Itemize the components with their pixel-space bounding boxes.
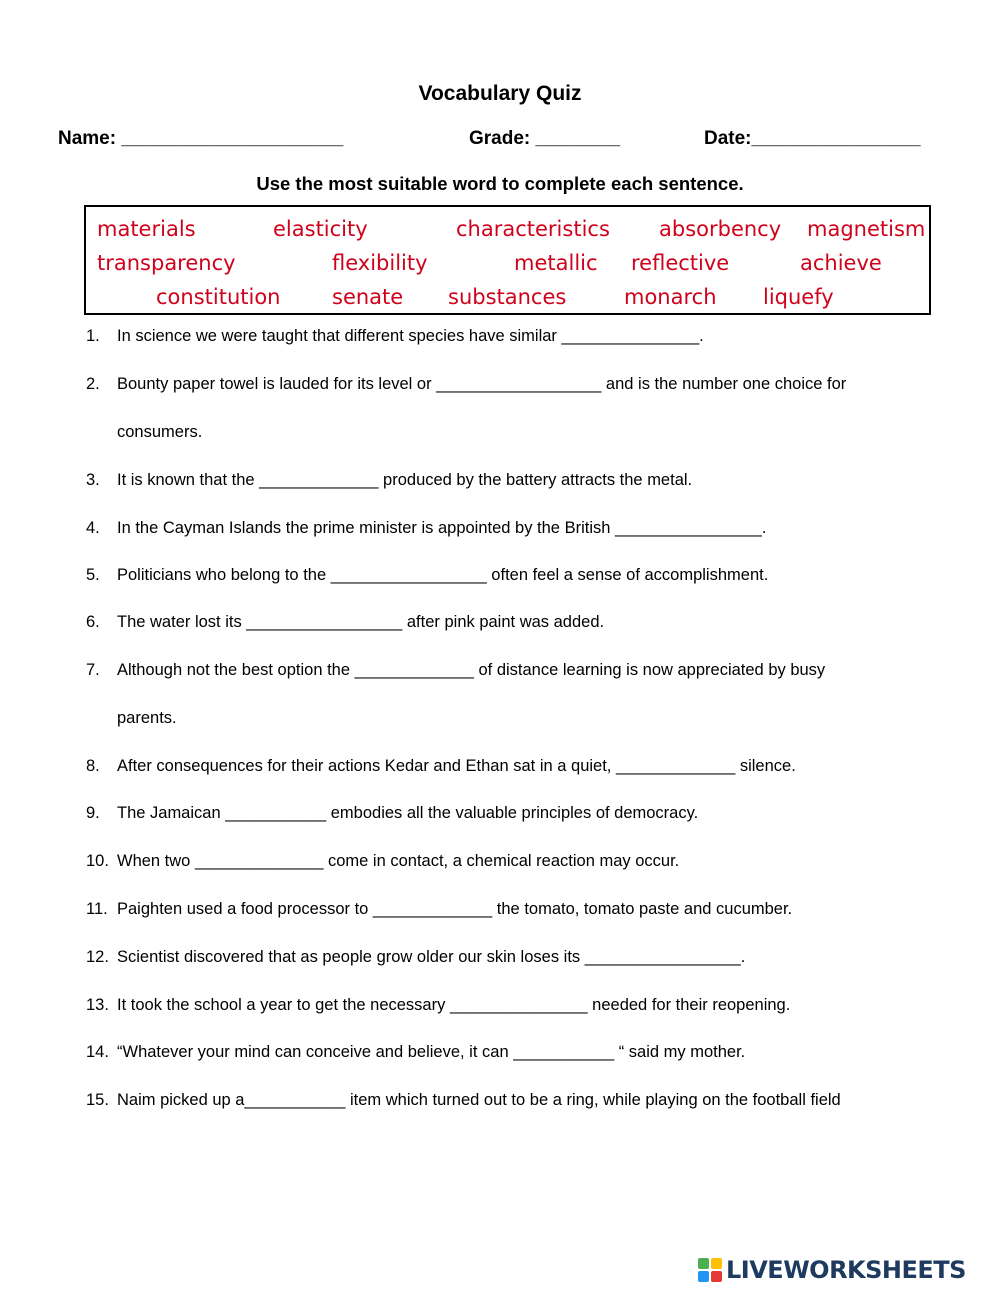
instructions: Use the most suitable word to complete each sentence. bbox=[256, 173, 744, 194]
question-15: 15. Naim picked up a___________ item which turned out to be a ring, while playing on the football field bbox=[86, 1091, 841, 1109]
question-text[interactable]: The water lost its _________________ after pink paint was added. bbox=[117, 613, 605, 631]
question-text[interactable]: Naim picked up a___________ item which turned out to be a ring, while playing on the football field bbox=[117, 1091, 841, 1109]
liveworksheets-logo-icon bbox=[698, 1258, 722, 1282]
word-bank-item: flexibility bbox=[332, 251, 428, 275]
word-bank-item: elasticity bbox=[273, 217, 368, 241]
question-text[interactable]: Paighten used a food processor to _____________ the tomato, tomato paste and cucumber. bbox=[117, 900, 793, 918]
word-bank-item: magnetism bbox=[807, 217, 926, 241]
question-text[interactable]: Politicians who belong to the _________________ often feel a sense of accomplishment. bbox=[117, 566, 769, 584]
question-2-continued: consumers. bbox=[117, 423, 203, 441]
question-13: 13. It took the school a year to get the necessary _______________ needed for their reopening. bbox=[86, 996, 791, 1014]
question-text[interactable]: In the Cayman Islands the prime minister is appointed by the British ________________. bbox=[117, 519, 767, 537]
question-7-continued: parents. bbox=[117, 709, 177, 727]
question-8: 8. After consequences for their actions Kedar and Ethan sat in a quiet, _____________ silence. bbox=[86, 757, 796, 775]
word-bank-item: transparency bbox=[97, 251, 236, 275]
date-field[interactable]: Date:________________ bbox=[704, 128, 921, 149]
question-text[interactable]: Bounty paper towel is lauded for its level or __________________ and is the number one choice for bbox=[117, 375, 847, 393]
question-5: 5. Politicians who belong to the _________________ often feel a sense of accomplishment. bbox=[86, 566, 769, 584]
word-bank-item: substances bbox=[448, 285, 567, 309]
question-4: 4. In the Cayman Islands the prime minister is appointed by the British ________________. bbox=[86, 519, 767, 537]
question-12: 12. Scientist discovered that as people grow older our skin loses its _________________. bbox=[86, 948, 746, 966]
question-6: 6. The water lost its _________________ after pink paint was added. bbox=[86, 613, 605, 631]
question-9: 9. The Jamaican ___________ embodies all the valuable principles of democracy. bbox=[86, 804, 699, 822]
question-text[interactable]: “Whatever your mind can conceive and believe, it can ___________ “ said my mother. bbox=[117, 1043, 746, 1061]
question-2: 2. Bounty paper towel is lauded for its level or __________________ and is the number one choice for bbox=[86, 375, 847, 393]
liveworksheets-brand bbox=[698, 1255, 966, 1285]
question-10: 10. When two ______________ come in contact, a chemical reaction may occur. bbox=[86, 852, 680, 870]
question-11: 11. Paighten used a food processor to _____________ the tomato, tomato paste and cucumber. bbox=[86, 900, 793, 918]
word-bank-item: senate bbox=[332, 285, 404, 309]
question-text[interactable]: The Jamaican ___________ embodies all the valuable principles of democracy. bbox=[117, 804, 699, 822]
question-text[interactable]: In science we were taught that different species have similar _______________. bbox=[117, 327, 704, 345]
word-bank-item: characteristics bbox=[456, 217, 610, 241]
word-bank-item: achieve bbox=[800, 251, 882, 275]
page-title: Vocabulary Quiz bbox=[418, 82, 582, 105]
question-text[interactable]: It is known that the _____________ produced by the battery attracts the metal. bbox=[117, 471, 693, 489]
question-text[interactable]: Although not the best option the _____________ of distance learning is now appreciated by busy bbox=[117, 661, 826, 679]
question-1: 1. In science we were taught that different species have similar _______________. bbox=[86, 327, 704, 345]
word-bank-item: constitution bbox=[156, 285, 281, 309]
word-bank-item: metallic bbox=[514, 251, 598, 275]
word-bank-item: reflective bbox=[631, 251, 730, 275]
word-bank bbox=[84, 205, 931, 315]
question-7: 7. Although not the best option the _____________ of distance learning is now appreciated by busy bbox=[86, 661, 826, 679]
question-14: 14. “Whatever your mind can conceive and believe, it can ___________ “ said my mother. bbox=[86, 1043, 746, 1061]
grade-field[interactable]: Grade: ________ bbox=[469, 128, 621, 149]
question-text[interactable]: Scientist discovered that as people grow older our skin loses its _________________. bbox=[117, 948, 746, 966]
word-bank-item: monarch bbox=[624, 285, 717, 309]
name-field[interactable]: Name: _____________________ bbox=[58, 128, 344, 149]
question-3: 3. It is known that the _____________ produced by the battery attracts the metal. bbox=[86, 471, 693, 489]
question-text[interactable]: When two ______________ come in contact, a chemical reaction may occur. bbox=[117, 852, 680, 870]
word-bank-item: materials bbox=[97, 217, 196, 241]
question-text[interactable]: After consequences for their actions Kedar and Ethan sat in a quiet, _____________ silence. bbox=[117, 757, 796, 775]
word-bank-item: liquefy bbox=[763, 285, 834, 309]
question-text[interactable]: It took the school a year to get the necessary _______________ needed for their reopening. bbox=[117, 996, 791, 1014]
word-bank-item: absorbency bbox=[659, 217, 782, 241]
brand-text: LIVEWORKSHEETS bbox=[726, 1256, 966, 1284]
